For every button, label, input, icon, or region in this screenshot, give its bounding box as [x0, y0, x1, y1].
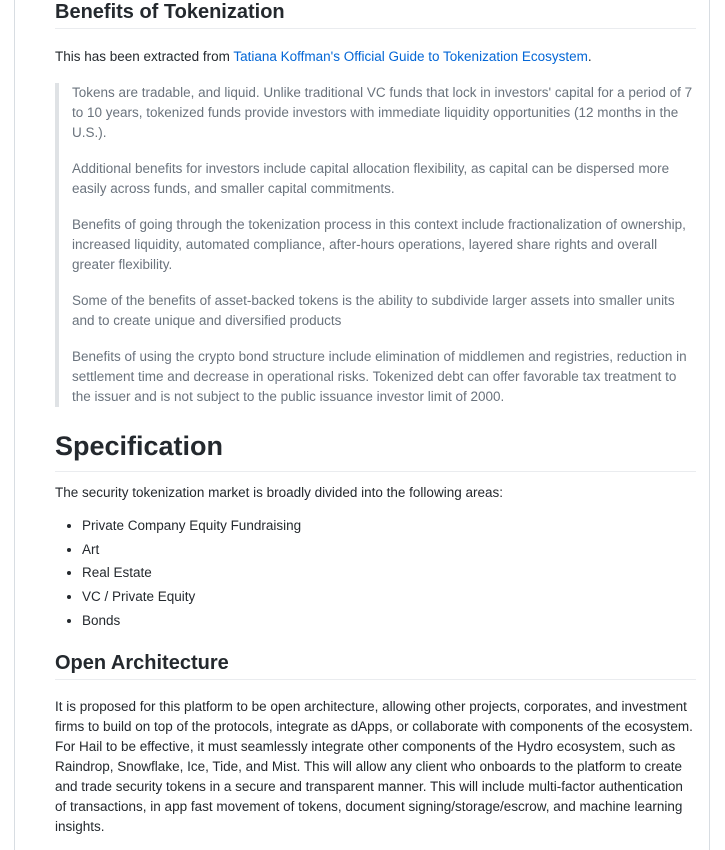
benefits-heading: Benefits of Tokenization [55, 0, 696, 29]
benefits-intro-prefix: This has been extracted from [55, 49, 234, 64]
koffman-guide-link[interactable]: Tatiana Koffman's Official Guide to Tokenization Ecosystem [233, 49, 588, 64]
document-body [55, 0, 696, 837]
open-architecture-body [55, 697, 696, 837]
page-frame-right [709, 0, 710, 850]
list-item: • Art [82, 540, 696, 560]
open-architecture-heading: Open Architecture [55, 651, 696, 680]
quote-paragraph-liquidity: Tokens are tradable, and liquid. Unlike traditional VC funds that lock in investors' capital for a period of 7 to 10 years, tokenized funds provide investors with immediate liquidity opportunities (12 months in the U.S.). [72, 85, 693, 140]
list-item: • Real Estate [82, 563, 696, 583]
page-frame-left [14, 0, 15, 850]
tokenization-areas-list [55, 516, 696, 631]
list-item: • VC / Private Equity [82, 587, 696, 607]
quote-paragraph-asset-backed: Some of the benefits of asset-backed tokens is the ability to subdivide larger assets into smaller units and to create unique and diversified products [72, 293, 675, 328]
quote-paragraph-investors: Additional benefits for investors include capital allocation flexibility, as capital can be dispersed more easily across funds, and smaller capital commitments. [72, 161, 670, 196]
benefits-intro-suffix: . [587, 49, 592, 64]
open-architecture-text: It is proposed for this platform to be open architecture, allowing other projects, corporates, and investment firms to build on top of the protocols, integrate as dApps, or collaborate with components of the ecosystem. For Hail to be effective, it must seamlessly integrate other components of the Hydro ecosystem, such as Raindrop, Snowflake, Ice, Tide, and Mist. This will allow any client who onboards to the platform to create and trade security tokens in a secure and transparent manner. This will include multi-factor authentication of transactions, in app fast movement of tokens, document signing/storage/escrow, and machine learning insights. [55, 698, 693, 834]
list-item: • Private Company Equity Fundraising [82, 516, 696, 536]
benefits-quote [55, 83, 696, 407]
quote-paragraph-crypto-bond: Benefits of using the crypto bond structure include elimination of middlemen and registries, reduction in settlement time and decrease in operational risks. Tokenized debt can offer favorable tax treatment to the issuer and is not subject to the public issuance investor limit of 2000. [72, 349, 687, 404]
benefits-intro [55, 47, 696, 67]
specification-heading: Specification [55, 429, 696, 472]
specification-intro: The security tokenization market is broadly divided into the following areas: [55, 485, 503, 500]
list-item: • Bonds [82, 611, 696, 631]
quote-paragraph-process: Benefits of going through the tokenization process in this context include fractionalization of ownership, increased liquidity, automated compliance, after-hours operations, layered share rights and overall greater flexibility. [72, 217, 686, 272]
